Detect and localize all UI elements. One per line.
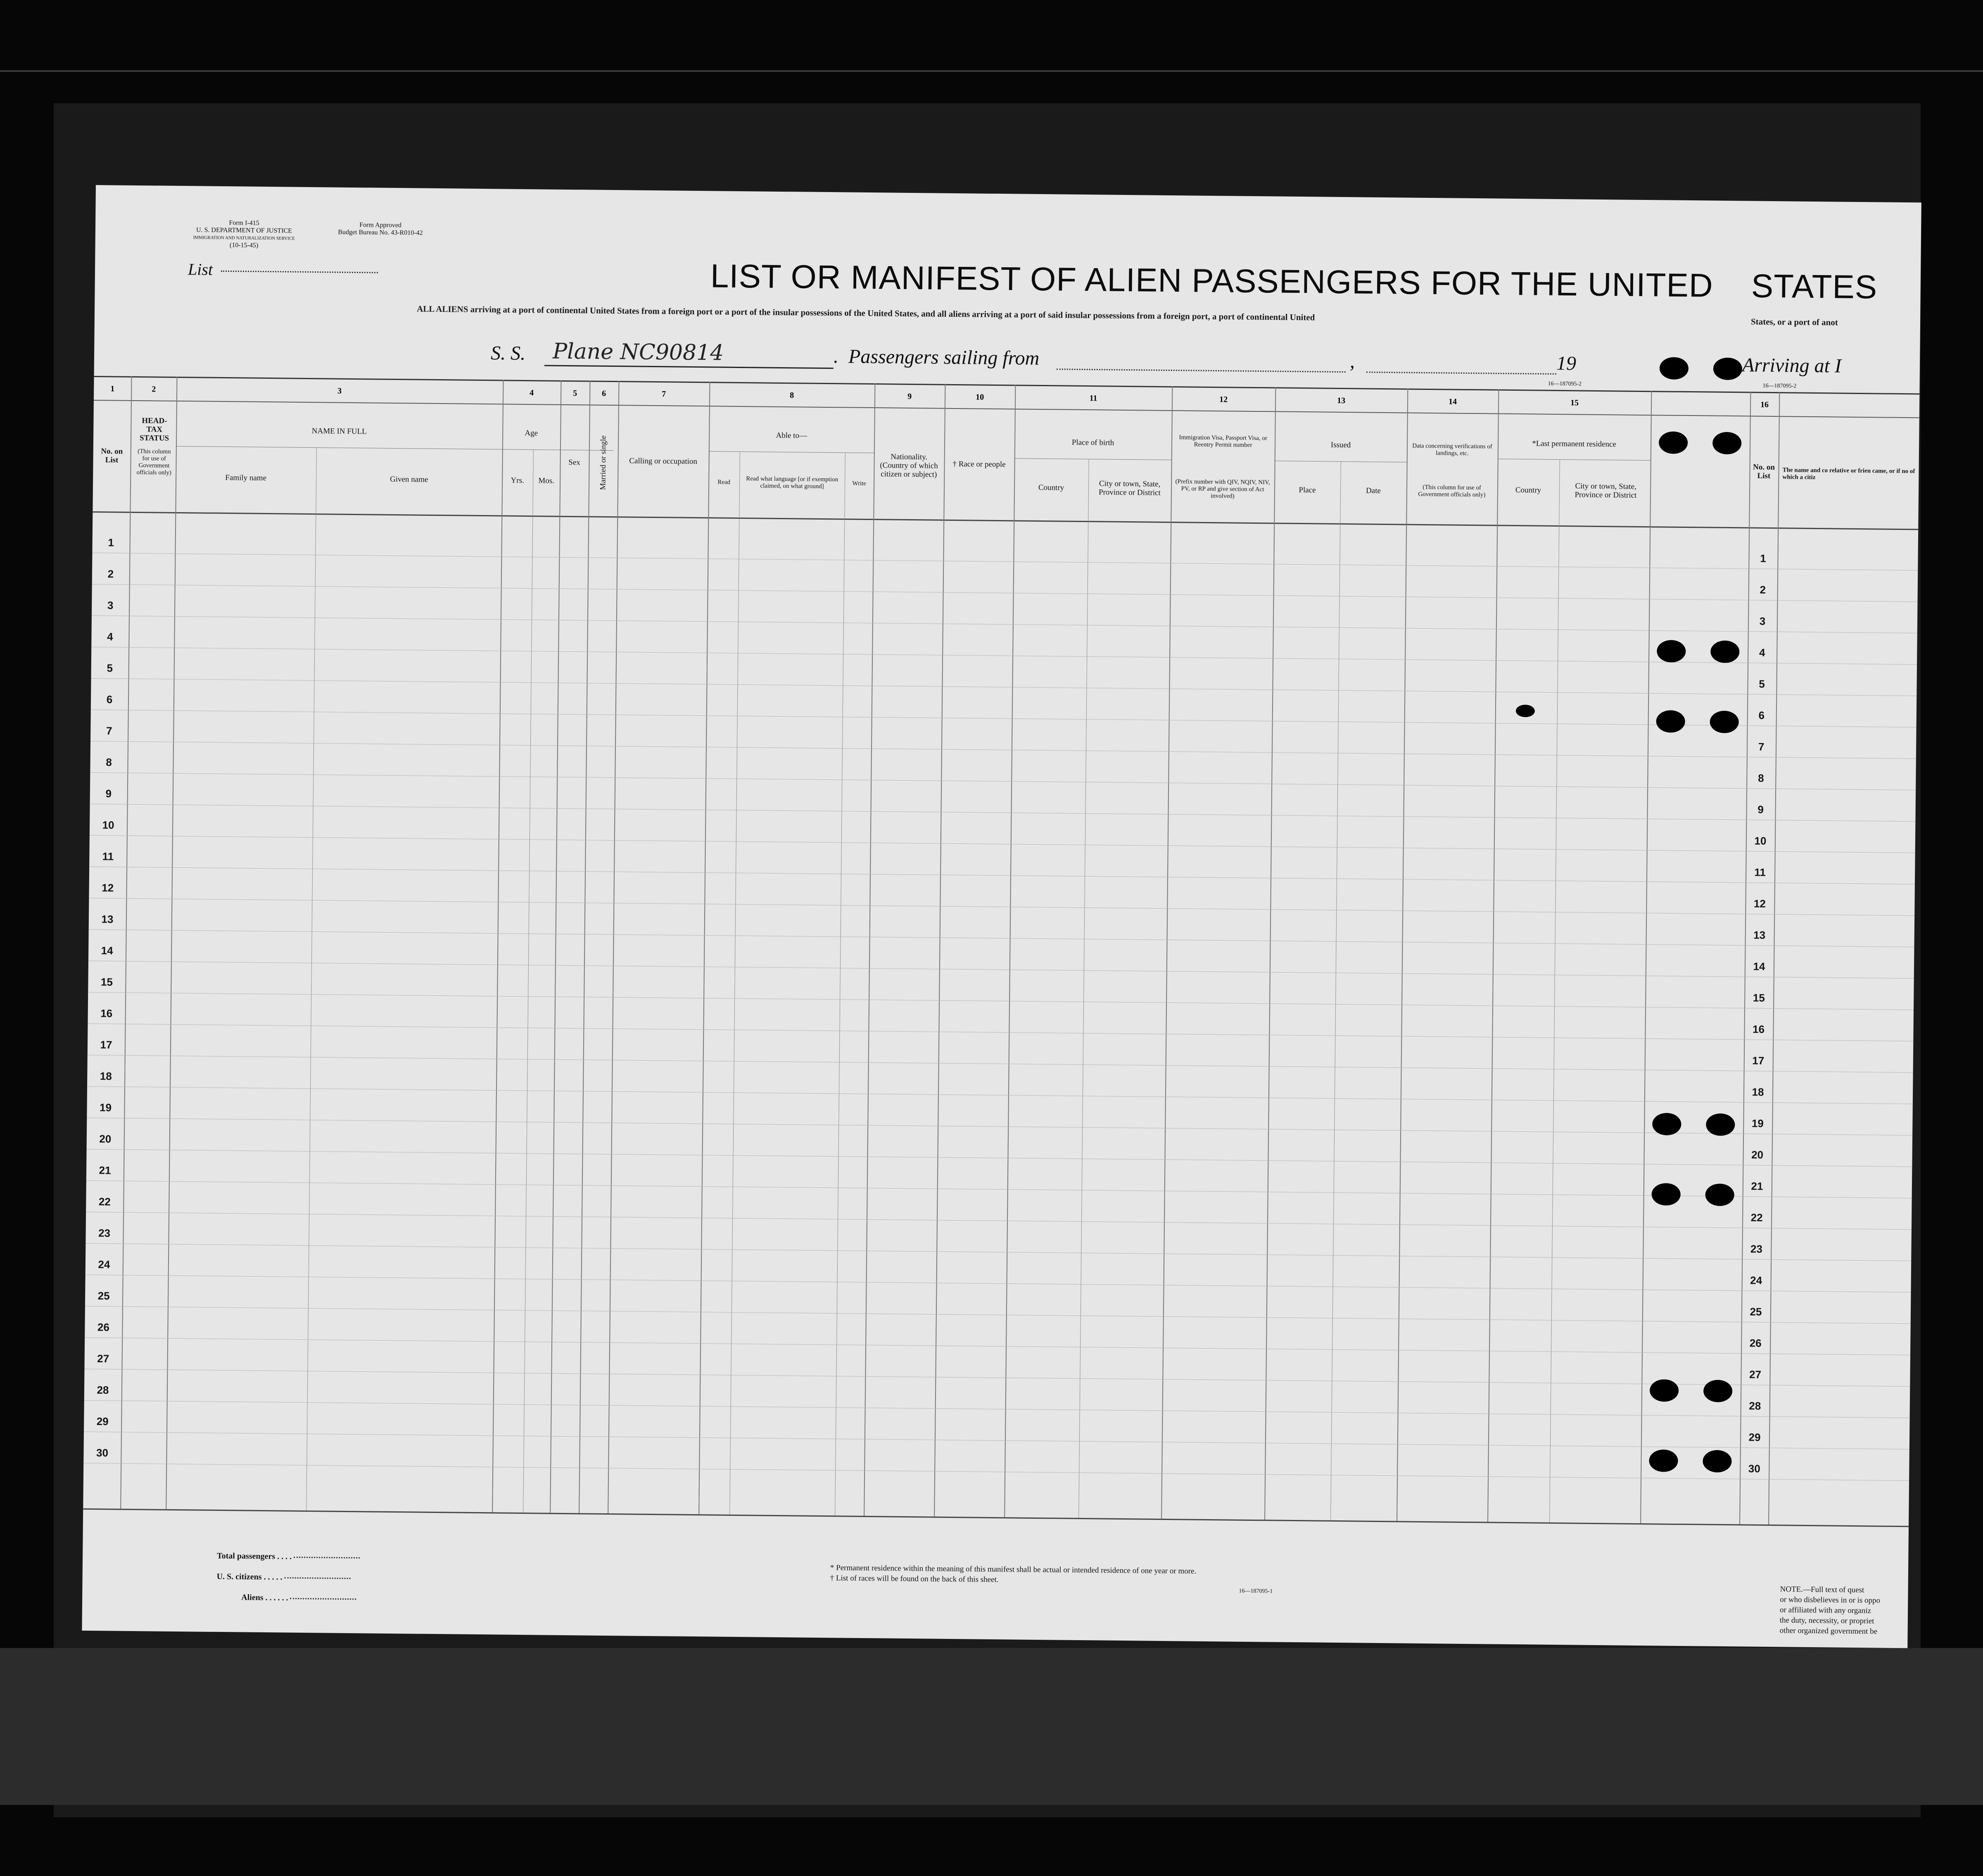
- header-mos: Mos.: [538, 476, 555, 485]
- table-row: [88, 961, 1914, 978]
- row-number: 13: [101, 913, 114, 926]
- punch-hole: [1657, 640, 1686, 663]
- row-number: 21: [99, 1164, 111, 1177]
- header-no-on-list-16: No. on List: [1753, 463, 1775, 480]
- note-right-2: or who disbelieves in or is oppo: [1780, 1595, 1881, 1605]
- row-number-16: 3: [1759, 615, 1766, 627]
- form-budget: Budget Bureau No. 43-R010-42: [338, 228, 423, 237]
- header-age: Age: [525, 428, 538, 437]
- column-number: 4: [530, 388, 534, 398]
- row-number-16: 17: [1752, 1054, 1765, 1067]
- col-line: [523, 449, 534, 1513]
- col-line: [550, 380, 561, 1513]
- row-number: 1: [108, 536, 114, 549]
- row-number-16: 24: [1750, 1274, 1762, 1287]
- header-data-concerning: Data concerning verifications of landings, etc.: [1412, 442, 1492, 457]
- sailing-from-label: . Passengers sailing from: [833, 345, 1040, 369]
- note-right-1: NOTE.—Full text of quest: [1780, 1585, 1864, 1595]
- table-row: [89, 867, 1915, 884]
- row-number: 23: [98, 1227, 111, 1240]
- header-place-of-birth: Place of birth: [1071, 438, 1114, 447]
- punch-hole: [1660, 357, 1689, 380]
- row-number: 14: [101, 944, 113, 957]
- table-bottom-line: [83, 1508, 1909, 1527]
- row-number: 9: [105, 787, 112, 800]
- punch-hole: [1703, 1380, 1733, 1402]
- form-approval: [318, 221, 442, 237]
- col-line: [1739, 392, 1751, 1524]
- header-family-name: Family name: [225, 473, 267, 482]
- table-row: [87, 1118, 1912, 1135]
- punch-hole: [1710, 711, 1739, 734]
- form-number: Form I-415: [229, 219, 259, 227]
- punch-hole: [1713, 358, 1743, 380]
- row-number: 28: [97, 1384, 109, 1396]
- col-line: [306, 447, 317, 1510]
- header-birth-country: Country: [1038, 483, 1064, 492]
- table-row: [84, 1432, 1909, 1449]
- punch-hole: [1712, 432, 1742, 455]
- header-issued: Issued: [1330, 440, 1351, 449]
- table-row: [85, 1243, 1911, 1261]
- microfilm-top-edge: [0, 0, 1983, 72]
- col-line: [1487, 389, 1499, 1522]
- birth-subheader-line: [1014, 458, 1171, 460]
- print-code-1: 16—187095-2: [1548, 380, 1582, 387]
- header-read: Read: [717, 478, 731, 486]
- col-line: [1330, 461, 1341, 1520]
- col-line: [934, 384, 945, 1517]
- header-race: † Race or people: [952, 459, 1006, 469]
- column-number: 7: [662, 389, 666, 399]
- table-row: [85, 1275, 1911, 1292]
- row-number-16: 28: [1749, 1399, 1761, 1412]
- manifest-title-continuation: STATES: [1751, 267, 1878, 306]
- header-last-residence: *Last permanent residence: [1532, 439, 1617, 449]
- row-number-16: 4: [1759, 646, 1765, 659]
- punch-hole: [1703, 1450, 1732, 1472]
- table-row: [92, 553, 1918, 570]
- manifest-subtitle-continuation: States, or a port of anot: [1750, 316, 1838, 328]
- sailing-date-field: [1366, 372, 1556, 375]
- table-row: [87, 1149, 1912, 1167]
- table-row: [88, 1023, 1914, 1041]
- row-number-16: 19: [1751, 1117, 1764, 1130]
- row-number-16: 1: [1760, 552, 1766, 565]
- ink-blot: [1516, 705, 1535, 717]
- column-number: 8: [790, 391, 794, 400]
- form-edition: (10-15-45): [229, 242, 259, 249]
- row-number-16: 5: [1759, 677, 1765, 690]
- sailing-port-field: [1057, 368, 1346, 373]
- name-subheader-line: [176, 446, 614, 451]
- column-number: 6: [602, 389, 606, 398]
- form-approved: Form Approved: [359, 221, 402, 229]
- punch-hole: [1656, 710, 1685, 733]
- column-number: 12: [1219, 395, 1228, 404]
- row-number-16: 18: [1752, 1085, 1764, 1098]
- table-row: [84, 1369, 1910, 1387]
- manifest-subtitle: ALL ALIENS arriving at a port of continental United States from a foreign port or a port of the insular possessions of the United States, and all aliens arriving at a port of said insular possessions from a foreign port, a port of continental United: [417, 304, 1315, 323]
- row-number-16: 12: [1753, 897, 1766, 910]
- row-number-16: 22: [1750, 1211, 1763, 1224]
- header-sex: Sex: [568, 458, 580, 467]
- table-row: [92, 615, 1917, 633]
- header-read-what: Read what language [or if exemption claimed, on what ground]: [746, 475, 838, 490]
- row-number: 4: [107, 630, 113, 643]
- row-number: 2: [107, 568, 114, 580]
- row-number-16: 25: [1750, 1305, 1762, 1318]
- row-number-16: 14: [1753, 960, 1765, 973]
- header-data-note: (This column for use of Government officials only): [1418, 484, 1486, 499]
- row-number: 16: [100, 1007, 113, 1020]
- table-top-line: [94, 376, 1920, 394]
- table-row: [91, 647, 1917, 665]
- table-row: [92, 584, 1918, 602]
- col-line: [1004, 385, 1016, 1517]
- row-number: 26: [97, 1321, 110, 1334]
- header-able-to: Able to—: [776, 431, 807, 440]
- col-line: [608, 381, 619, 1513]
- table-row: [87, 1086, 1913, 1104]
- arriving-at-label: Arriving at I: [1742, 354, 1842, 377]
- row-number-16: 21: [1751, 1180, 1763, 1192]
- row-number-16: 30: [1748, 1462, 1760, 1475]
- header-issued-date: Date: [1366, 486, 1381, 495]
- row-number-16: 9: [1757, 803, 1764, 816]
- residence-subheader-line: [1498, 459, 1651, 461]
- header-head-tax: HEAD-TAX STATUS: [139, 416, 169, 443]
- us-citizens-label: U. S. citizens . . . . .: [217, 1572, 351, 1583]
- note-right-5: other organized government be: [1779, 1626, 1878, 1636]
- col-line: [1161, 386, 1173, 1519]
- col-line: [1640, 391, 1652, 1523]
- header-name-in-full: NAME IN FULL: [311, 426, 367, 436]
- table-row: [90, 804, 1916, 822]
- column-number: 15: [1570, 398, 1579, 408]
- column-number: 16: [1760, 400, 1769, 409]
- header-given-name: Given name: [389, 475, 428, 484]
- header-yrs: Yrs.: [511, 476, 524, 485]
- row-number-16: 27: [1749, 1368, 1762, 1381]
- row-number: 25: [97, 1289, 110, 1302]
- row-number-16: 16: [1752, 1023, 1765, 1035]
- total-passengers-label: Total passengers . . . .: [217, 1551, 360, 1562]
- punch-hole: [1659, 431, 1688, 454]
- header-calling: Calling or occupation: [629, 456, 698, 466]
- ship-comma: ,: [1349, 350, 1355, 373]
- row-number-16: 6: [1758, 709, 1765, 722]
- row-number: 30: [96, 1446, 109, 1459]
- col-line: [1264, 387, 1276, 1520]
- column-number: 1: [110, 384, 115, 394]
- able-subheader-line: [709, 451, 874, 453]
- col-line: [835, 452, 845, 1515]
- row-number: 22: [98, 1195, 111, 1208]
- header-no-on-list: No. on List: [101, 447, 123, 465]
- header-birth-city: City or town, State, Province or District: [1098, 479, 1161, 497]
- header-head-tax-note: (This column for use of Government officials only): [136, 448, 172, 476]
- list-number-field: [221, 271, 378, 273]
- table-row: [90, 835, 1915, 853]
- column-number: 11: [1089, 394, 1097, 403]
- col-line: [864, 383, 875, 1516]
- form-block: [178, 219, 311, 250]
- table-row: [90, 772, 1916, 790]
- col-line: [1396, 389, 1408, 1521]
- header-residence-city: City or town, State, Province or District: [1575, 482, 1637, 500]
- column-number: 5: [573, 389, 577, 398]
- microfilm-bottom-band: [0, 1648, 1983, 1805]
- row-number-16: 23: [1750, 1242, 1763, 1255]
- column-number: 13: [1337, 396, 1346, 406]
- ship-prefix: S. S.: [490, 342, 526, 365]
- print-code-2: 16—187095-2: [1762, 382, 1797, 389]
- header-nationality: Nationality. (Country of which citizen or subject): [880, 452, 938, 479]
- row-number: 11: [102, 850, 114, 863]
- punch-hole: [1649, 1449, 1678, 1472]
- table-row: [88, 992, 1914, 1010]
- punch-hole: [1651, 1183, 1681, 1206]
- note-permanent-residence: * Permanent residence within the meaning of this manifest shall be actual or intended residence of one year or more.: [830, 1563, 1197, 1576]
- table-row: [88, 1055, 1913, 1073]
- row-number: 7: [106, 724, 112, 737]
- column-number: 3: [337, 386, 342, 396]
- table-row: [86, 1212, 1912, 1230]
- footer-code: 16—187095-1: [1239, 1588, 1273, 1595]
- col-line: [729, 451, 740, 1515]
- header-relative: The name and co relative or frien came, or if no of which a citiz: [1782, 467, 1915, 481]
- row-number: 18: [100, 1070, 112, 1083]
- table-row: [84, 1400, 1910, 1418]
- row-number-16: 8: [1758, 772, 1764, 784]
- row-number-16: 11: [1754, 866, 1766, 879]
- table-row: [90, 741, 1916, 759]
- note-right-4: the duty, necessity, or propriet: [1779, 1616, 1874, 1626]
- row-number: 10: [102, 819, 114, 831]
- col-line: [492, 380, 503, 1512]
- form-department: U. S. DEPARTMENT OF JUSTICE: [196, 226, 292, 235]
- row-number: 15: [100, 976, 113, 988]
- header-residence-country: Country: [1515, 485, 1541, 495]
- header-visa-note: (Prefix number with QIV, NQIV, NIV, PV, or RP and give section of Act involved): [1175, 478, 1270, 499]
- note-races: † List of races will be found on the back of this sheet.: [830, 1574, 999, 1584]
- row-number-16: 10: [1754, 834, 1767, 847]
- punch-hole: [1706, 1114, 1735, 1136]
- table-row: [91, 710, 1917, 727]
- col-line: [166, 377, 177, 1509]
- list-label: List: [188, 259, 378, 280]
- table-row: [85, 1306, 1911, 1324]
- row-number: 19: [99, 1101, 112, 1114]
- punch-hole: [1710, 641, 1740, 663]
- note-right-3: or affiliated with any organiz: [1779, 1605, 1871, 1615]
- header-issued-place: Place: [1299, 485, 1316, 494]
- row-number: 24: [98, 1258, 110, 1271]
- row-number: 20: [99, 1133, 112, 1145]
- row-number: 12: [102, 881, 114, 894]
- ship-name-handwritten: Plane NC90814: [552, 339, 724, 366]
- table-row: [89, 898, 1914, 916]
- row-number-16: 20: [1751, 1148, 1764, 1161]
- row-number: 29: [96, 1415, 109, 1428]
- row-number: 17: [100, 1038, 112, 1051]
- row-number-16: 26: [1749, 1337, 1762, 1349]
- table-row: [86, 1180, 1912, 1198]
- col-line: [1078, 459, 1089, 1518]
- manifest-sheet: [82, 185, 1921, 1648]
- row-number: 8: [106, 756, 112, 769]
- table-row: [83, 1463, 1909, 1481]
- col-line: [698, 382, 710, 1514]
- row-number-16: 29: [1748, 1431, 1761, 1444]
- column-number: 10: [976, 392, 984, 402]
- row-number: 6: [106, 693, 113, 706]
- row-number-16: 15: [1753, 991, 1765, 1004]
- punch-hole: [1705, 1184, 1734, 1206]
- header-visa: Immigration Visa, Passport Visa, or Reentry Permit number: [1179, 434, 1268, 449]
- col-line: [579, 380, 590, 1513]
- punch-hole: [1650, 1379, 1679, 1402]
- table-row: [91, 678, 1917, 696]
- ship-name-underline: [544, 365, 834, 369]
- year-label: 19: [1556, 352, 1577, 375]
- row-number-16: 7: [1758, 740, 1765, 753]
- row-number: 5: [107, 662, 113, 674]
- punch-hole: [1652, 1113, 1681, 1135]
- aliens-label: Aliens . . . . . .: [241, 1593, 356, 1604]
- header-married: Married or single: [598, 435, 608, 490]
- row-number-16: 2: [1760, 583, 1766, 596]
- table-row: [85, 1337, 1910, 1355]
- row-number-16: 13: [1753, 929, 1766, 941]
- col-line: [1549, 459, 1560, 1522]
- column-number-line: [94, 400, 1919, 418]
- column-number: 9: [907, 392, 912, 401]
- row-number: 3: [107, 599, 114, 612]
- header-write: Write: [852, 480, 866, 487]
- row-number: 27: [97, 1352, 109, 1365]
- column-number: 14: [1449, 397, 1457, 406]
- column-number: 2: [152, 385, 156, 394]
- manifest-title: LIST OR MANIFEST OF ALIEN PASSENGERS FOR THE UNITED: [710, 257, 1714, 304]
- table-row: [89, 929, 1914, 947]
- form-service: IMMIGRATION AND NATURALIZATION SERVICE: [193, 235, 295, 241]
